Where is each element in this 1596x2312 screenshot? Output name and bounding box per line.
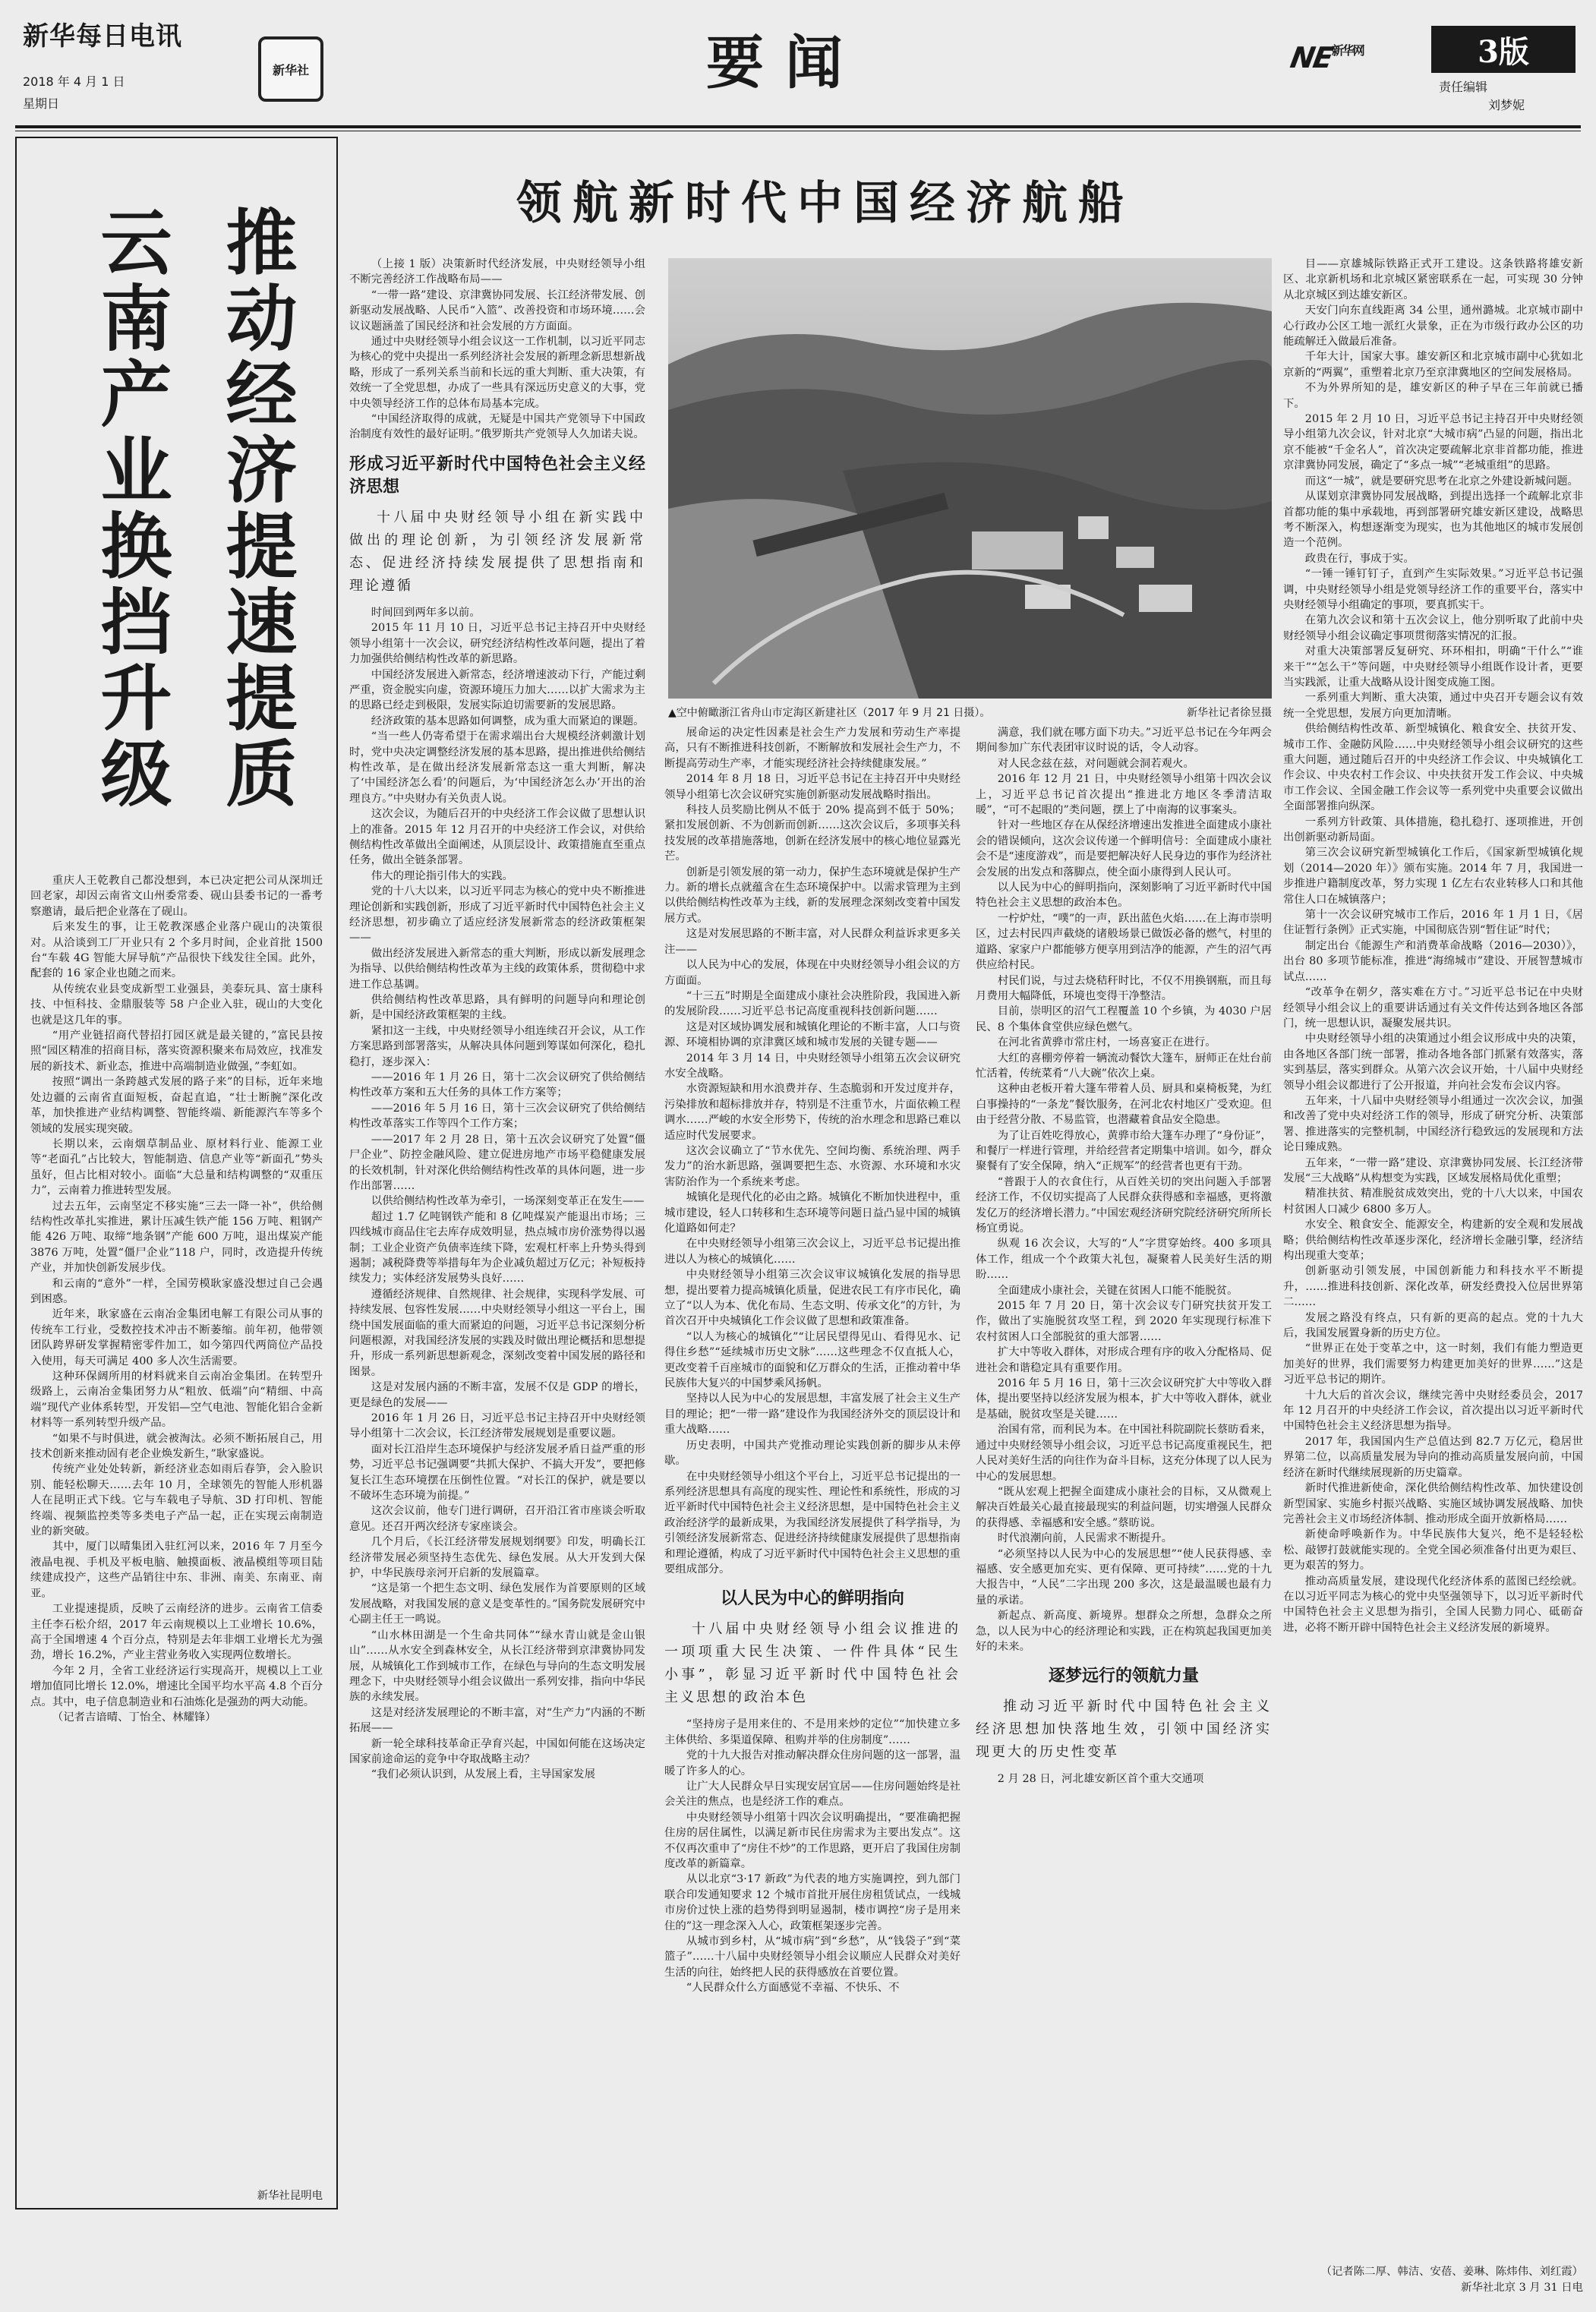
paragraph: 城镇化是现代化的必由之路。城镇化不断加快进程中，重城市建设，轻人口转移和生态环境等问题日益凸显中国的城镇化道路如何走？	[664, 1191, 960, 1235]
paragraph: 治国有常，而利民为本。在中国社科院副院长蔡昉看来，通过中央财经领导小组会议，习近平总书记高度重视民生，把人民对美好生活的向往作为奋斗目标，这充分体现了以人民为中心的发展思想。	[976, 1424, 1272, 1483]
section-subhead: 以人民为中心的鲜明指向	[720, 1589, 904, 1609]
page-number-badge: 3版	[1431, 26, 1575, 73]
news-logo-text: 新华网	[1331, 43, 1364, 58]
paragraph: 一系列方针政策、具体措施，稳扎稳打、逐项推进，开创出创新驱动新局面。	[1283, 815, 1583, 844]
paragraph: 一柠炉灶，“噗”的一声，跃出蓝色火焰……在上海市崇明区，过去村民四声截烧的诸般场景已做饭必备的燃气，村里的道路、家家户户都能够方便享用到洁净的能源，产生的沼气再供应给村民。	[976, 912, 1272, 972]
paragraph: 以供给侧结构性改革为牵引，一场深刻变革正在发生——	[371, 1195, 645, 1208]
paragraph: ——2016 年 5 月 16 日，第十三次会议研究了供给侧结构性改革落实工作等四个工作方案；	[349, 1102, 645, 1131]
paragraph: “当一些人仍寄希望于在需求端出台大规模经济刺激计划时，党中央决定调整经济发展的基本思路，提出推进供给侧结构性改革，是在做出经济发展新常态这一重大判断，解决了‘中国经济怎么看’的问题后，为‘中国经济怎么办’开出的治理良方。”中央财办有关负责人说。	[349, 730, 645, 805]
paragraph: 这种环保阔所用的材料就来自云南冶金集团。在转型升级路上，云南冶金集团努力从“粗放、低端”向“精细、中高端”现代产业体系转型，开发铝—空气电池、智能化铝合金新材料等一系列转型升级产品。	[30, 1370, 323, 1430]
main-story-byline	[1283, 2263, 1583, 2295]
paragraph: ——2016 年 1 月 26 日，第十二次会议研究了供给侧结构性改革方案和五大任务的具体工作方案等；	[349, 1071, 645, 1099]
main-column-2	[664, 725, 960, 1996]
xinhua-logo-icon	[258, 36, 323, 102]
paragraph: “世界正在处于变革之中，这一时刻，我们有能力塑造更加美好的世界，我们需要努力构建更加美好的世界……”这是习近平总书记的期许。	[1283, 1342, 1583, 1386]
paragraph: 在河北省黄骅市常庄村，一场喜宴正在进行。	[997, 1036, 1216, 1049]
left-title-col1: 推动经济提速提质	[213, 205, 297, 812]
paragraph: “十三五”时期是全面建成小康社会决胜阶段，我国进入新的发展阶段……习近平总书记高度重视科技创新问题……	[664, 989, 960, 1018]
paragraph: 党的十八大以来，以习近平同志为核心的党中央不断推进理论创新和实践创新，形成了习近平新时代中国特色社会主义经济思想，初步确立了适应经济发展新常态的经济政策框架——	[349, 885, 645, 945]
paragraph: 这是对经济发展理论的不断丰富，对“生产力”内涵的不断拓展——	[349, 1706, 645, 1735]
paragraph: 新一轮全球科技革命正孕育兴起，中国如何能在这场决定国家前途命运的竞争中夺取战略主动？	[349, 1737, 645, 1765]
paragraph: 经济政策的基本思路如何调整，成为重大而紧迫的课题。	[371, 714, 645, 727]
main-column-3	[976, 725, 1272, 1787]
masthead-left	[23, 15, 235, 121]
paragraph: 以人民为中心的鲜明指向，深刻影响了习近平新时代中国特色社会主义思想的政治本色。	[976, 882, 1272, 910]
paragraph: 按照“调出一条跨越式发展的路子来”的目标，近年来地处边疆的云南省直面短板，奋起直追，“壮士断腕”深化改革，加快推进产业结构调整、智能终端、新能源汽车等多个领域的发展实现突破。	[30, 1076, 323, 1135]
paragraph: 工业提速提质，反映了云南经济的进步。云南省工信委主任李石松介绍，2017 年云南规模以上工业增长 10.6%，高于全国增速 4 个百分点，特别是去年非烟工业增长尤为强劲，增长 16.2%，产业主营业务收入实现两位数增长。	[30, 1603, 323, 1662]
main-story-reporters: （记者陈二厚、韩洁、安蓓、姜琳、陈炜伟、刘红霞）	[1320, 2266, 1583, 2278]
paragraph: 水安全、粮食安全、能源安全，构建新的安全观和发展战略；供给侧结构性改革逐步深化，经济增长金融引擎，经济结构出现重大变革；	[1283, 1219, 1583, 1262]
paragraph: 目前，崇明区的沼气工程覆盖 10 个乡镇，为 4030 户居民、8 个集体食堂供应绿色燃气。	[976, 1005, 1272, 1033]
paragraph: 面对长江沿岸生态环境保护与经济发展矛盾日益严重的形势，习近平总书记强调要“共抓大保护、不搞大开发”，要把修复长江生态环境摆在压倒性位置。“对长江的保护，就是要以不破坏生态环境为前提。”	[349, 1443, 645, 1503]
paragraph: 推动高质量发展，建设现代化经济体系的蓝图已经绘就。在以习近平同志为核心的党中央坚强领导下，以习近平新时代中国特色社会主义思想为指引，全国人民勠力同心、砥砺奋进，必将不断开辟中国特色社会主义经济发展的新境界。	[1283, 1575, 1583, 1634]
paragraph: 通过中央财经领导小组会议这一工作机制，以习近平同志为核心的党中央提出一系列经济社会发展的新理念新思想新战略，形成了一系列关系当前和长远的重大判断、重大决策，有效统一了全党思想，办成了一些具有深远历史意义的大事，党中央领导经济工作的总体布局基本完成。	[349, 336, 645, 410]
paragraph: 今年 2 月，全省工业经济运行实现高开，规模以上工业增加值同比增长 12.0%，增速比全国平均水平高 4.8 个百分点。其中，电子信息制造业和石油炼化是强劲的两大动能。	[30, 1664, 323, 1708]
paragraph: “以人为核心的城镇化”“让居民望得见山、看得见水、记得住乡愁”“延续城市历史文脉”……这些理念不仅直抵人心，更改变着千百座城市的面貌和亿万群众的生活，正推动着中华民族伟大复兴的中国梦乘风扬帆。	[664, 1330, 960, 1390]
paragraph: 后来发生的事，让王乾教深感企业落户砚山的决策很对。从洽谈到工厂开业只有 2 个多月时间，企业首批 1500 台“车载 4G 智能大屏导航”产品很快下线发往全国。此外，配套的 16 家企业也随之而来。	[30, 921, 323, 980]
paragraph: 2016 年 1 月 26 日，习近平总书记主持召开中央财经领导小组第十二次会议，长江经济带发展规划是重要议题。	[349, 1412, 645, 1440]
paragraph: 科技人员奖励比例从不低于 20% 提高到不低于 50%；紧扣发展创新、不为创新而创新……这次会议后，多项事关科技发展的改革措施落地，创新在经济发展中的核心地位显露光芒。	[664, 804, 960, 863]
paragraph: 几个月后，《长江经济带发展规划纲要》印发，明确长江经济带发展必须坚持生态优先、绿色发展。从大开发到大保护，中华民族母亲河开启新的发展篇章。	[349, 1536, 645, 1580]
photo-caption-text: ▲空中俯瞰浙江省舟山市定海区新建社区（2017 年 9 月 21 日摄）。	[668, 707, 991, 719]
paragraph: 制定出台《能源生产和消费革命战略（2016—2030）》，出台 80 多项节能标准，推进“海绵城市”建设、开展智慧城市试点……	[1283, 939, 1583, 983]
section-lead: 推动习近平新时代中国特色社会主义经济思想加快落地生效，引领中国经济实现更大的历史性变革	[976, 1699, 1272, 1761]
news-logo-icon: $NE^{新华网}$	[1288, 41, 1364, 74]
paragraph: 第三次会议研究新型城镇化工作后，《国家新型城镇化规划（2014—2020 年）》颁布实施。2014 年 7 月，我国进一步推进户籍制度改革，努力实现 1 亿左右农业转移人口和其他常住人口在城镇落户；	[1283, 847, 1583, 906]
paragraph: 这次会议，为随后召开的中央经济工作会议做了思想认识上的准备。2015 年 12 月召开的中央经济工作会议，对供给侧结构性改革做出全面阐述，从顶层设计、政策措施直至重点任务，做出全链条部署。	[349, 808, 645, 867]
paragraph: 千年大计，国家大事。雄安新区和北京城市副中心犹如北京新的“两翼”，重塑着北京乃至京津冀地区的空间发展格局。	[1283, 351, 1583, 379]
paragraph: （记者吉谙晴、丁怡全、林耀锋）	[52, 1711, 216, 1724]
left-story-title	[50, 205, 301, 812]
paragraph: “用产业链招商代替招打园区就是最关键的，”富民县按照“园区精准的招商目标，落实资源积聚来布局效应，找准发展的新技术、新业态，推进中高端制造业做强，”李虹如。	[30, 1030, 323, 1073]
paragraph: 扩大中等收入群体，对形成合理有序的收入分配格局、促进社会和谐稳定具有重要作用。	[976, 1346, 1272, 1374]
paragraph: 2015 年 2 月 10 日，习近平总书记主持召开中央财经领导小组第九次会议，针对北京“大城市病”凸显的问题，指出北京不能被“千金名人”，首次决定要疏解北京非首都功能，推进京津冀协同发展，确定了“多点一城”“老城重组”的思路。	[1283, 413, 1583, 472]
paragraph: 这是对发展思路的不断丰富，对人民群众利益诉求更多关注——	[664, 928, 960, 956]
paragraph: 水资源短缺和用水浪费并存、生态脆弱和开发过度并存，污染排放和超标排放并存，特别是不注重节水，片面依赖工程调水……严峻的水安全形势下，传统的治水理念和思路已难以适应时代发展要求。	[664, 1083, 960, 1142]
paragraph: 做出经济发展进入新常态的重大判断，形成以新发展理念为指导、以供给侧结构性改革为主线的政策体系，贯彻稳中求进工作总基调。	[349, 947, 645, 991]
paragraph: 2016 年 12 月 21 日，中央财经领导小组第十四次会议上，习近平总书记首次提出“推进北方地区冬季清洁取暖”，“可不起眼的”类问题，摆上了中南海的议事案头。	[976, 773, 1272, 817]
paragraph: 长期以来，云南烟草制品业、原材料行业、能源工业等“老面孔”占比较大，智能制造、信息产业等“新面孔”势头虽好，但占比相对较小。面临“大总量和结构调整的“双重压力”，云南着力推进转型发展。	[30, 1137, 323, 1197]
paragraph: 从传统农业县变成新型工业强县，美泰玩具、富士康科技、中恒科技、金鼎服装等 58 户企业入驻，砚山的大变化也就是这几年的事。	[30, 983, 323, 1027]
paragraph: 展命运的决定性因素是社会生产力发展和劳动生产率提高，只有不断推进科技创新，不断解放和发展社会生产力，不断提高劳动生产率，才能实现经济社会持续健康发展。”	[664, 727, 960, 770]
section-subhead: 逐梦远行的领航力量	[1048, 1667, 1199, 1686]
paragraph: 不为外界所知的是，雄安新区的种子早在三年前就已播下。	[1283, 382, 1583, 410]
paragraph: 超过 1.7 亿吨钢铁产能和 8 亿吨煤炭产能退出市场；三四线城市商品住宅去库存成效明显，热点城市房价涨势得以遏制；工业企业资产负债率连续下降，宏观杠杆率上升势头得到遏制；减税降费等举措每年为企业减负超过万亿元；补短板持续发力；实体经济发展势头良好……	[349, 1210, 645, 1285]
paragraph: 中央财经领导小组第三次会议审议城镇化发展的指导思想，提出要着力提高城镇化质量，促进农民工有序市民化，确立了“以人为本、优化布局、生态文明、传承文化”的方针，为首次召开中央城镇化工作会议做了思想和政策准备。	[664, 1269, 960, 1328]
paragraph: 中央财经领导小组第十四次会议明确提出，“要准确把握住房的居住属性，以满足新市民住房需求为主要出发点”。这不仅再次重申了“房住不炒”的工作思路，更开启了我国住房制度改革的新篇章。	[664, 1811, 960, 1870]
paragraph: 时代浪潮向前，人民需求不断提升。	[997, 1532, 1173, 1545]
paragraph: 历史表明，中国共产党推动理论实践创新的脚步从未停歇。	[664, 1439, 960, 1468]
left-story-byline: 新华社昆明电	[257, 2190, 323, 2202]
paragraph: 供给侧结构性改革、新型城镇化、粮食安全、扶贫开发、城市工作、金融防风险……中央财经领导小组会议研究的这些重大问题，通过随后召开的中央经济工作会议、中央城镇化工作会议、中央农村工作会议、中央扶贫开发工作会议、中央城市工作会议、全国金融工作会议等一系列党中央重要会议做出全面部署推向纵深。	[1283, 723, 1583, 813]
paragraph: “山水林田湖是一个生命共同体”“绿水青山就是金山银山”……从水安全到森林安全，从长江经济带到京津冀协同发展，从城镇化工作到城市工作，在绿色与导向的生态文明发展理念下，中央财经领导小组会议做出一系列安排，指向中华民族的永续发展。	[349, 1629, 645, 1704]
paragraph: 全面建成小康社会，关键在贫困人口能不能脱贫。	[997, 1284, 1238, 1297]
paragraph: 中国经济发展进入新常态，经济增速波动下行，产能过剩严重，资金脱实向虚，资源环境压力加大……以扩大需求为主的思路已经走到极限，发展实际迫切需要新的发展思路。	[349, 668, 645, 712]
section-lead: 十八届中央财经领导小组会议推进的一项项重大民生决策、一件件具体“民生小事”，彰显习近平新时代中国特色社会主义思想的政治本色	[664, 1621, 960, 1706]
paragraph: 大红的喜棚旁停着一辆流动餐饮大篷车，厨师正在灶台前忙活着，传统菜肴“八大碗”依次上桌。	[976, 1052, 1272, 1080]
paragraph: 紧扣这一主线，中央财经领导小组连续召开会议，从工作方案思路到部署落实，从解决具体问题到筹谋如何深化，稳扎稳打，逐步深入：	[349, 1024, 645, 1068]
paragraph: 对人民念兹在兹，对问题就会洞若观火。	[997, 757, 1194, 770]
paragraph: 2015 年 7 月 20 日，第十次会议专门研究扶贫开发工作，做出了实施脱贫攻坚工程，到 2020 年实现现行标准下农村贫困人口全部脱贫的重大部署……	[976, 1300, 1272, 1343]
paragraph: 在中央财经领导小组这个平台上，习近平总书记提出的一系列经济思想具有高度的现实性、理论性和系统性，形成的习近平新时代中国特色社会主义经济思想，是中国特色社会主义政治经济学的最新成果，为我国经济发展提供了科学指导，为引领经济发展新常态、促进经济持续健康发展提供了思想指南和理论遵循，构成了习近平新时代中国特色社会主义思想的重要组成部分。	[664, 1470, 960, 1576]
paragraph: 传统产业处处转新，新经济业态如雨后春笋，会入脸识别、能轻松聊天……去年 10 月，全球领先的智能人形机器人在昆明正式下线。它与车载电子导航、3D 打印机、智能终端、视频监控类等多类电子产品一起，正在实现云南制造业的新突破。	[30, 1463, 323, 1538]
paragraph: 从城市到乡村，从“城市病”到“乡愁”，从“钱袋子”到“菜篮子”……十八届中央财经领导小组会议顺应人民群众对美好生活的向往，始终把人民的获得感放在首要位置。	[664, 1935, 960, 1979]
paragraph: “既从宏观上把握全面建成小康社会的目标，又从微观上解决百姓最关心最直接最现实的利益问题，切实增强人民群众的获得感、幸福感和安全感。”蔡昉说。	[976, 1485, 1272, 1529]
main-story-dateline: 新华社北京 3 月 31 日电	[1461, 2282, 1583, 2294]
paragraph: “如果不与时俱进，就会被淘汰。必须不断拓展自己，用技术创新来推动固有老企业焕发新生，”耿家盛说。	[30, 1432, 323, 1461]
paragraph: 发展之路没有终点，只有新的更高的起点。党的十九大后，我国发展置身新的历史方位。	[1283, 1311, 1583, 1340]
paragraph: 创新驱动引领发展，中国创新能力和科技水平不断提升，……推进科技创新、深化改革，研发经费投入位居世界第二……	[1283, 1265, 1583, 1309]
paragraph: 村民们说，与过去烧秸秆时比，不仅不用换钢瓶，而且每月费用大幅降低，环境也变得干净整洁。	[976, 974, 1272, 1002]
paragraph: 伟大的理论指引伟大的实践。	[371, 869, 513, 882]
photo-caption	[668, 705, 1272, 720]
editor-role: 责任编辑	[1439, 80, 1488, 94]
paragraph: 新使命呼唤新作为。中华民族伟大复兴，绝不是轻轻松松、敲锣打鼓就能实现的。全党全国必须准备付出更为艰巨、更为艰苦的努力。	[1283, 1528, 1583, 1572]
paragraph: “普跟于人的衣食住行，从百姓关切的突出问题入手部署经济工作，不仅切实提高了人民群众获得感和幸福感，更将激发亿万的经济增长潜力。”中国宏观经济研究院经济研究所所长杨宜勇说。	[976, 1175, 1272, 1235]
main-column-4	[1283, 257, 1583, 1635]
masthead-rule	[15, 125, 1581, 128]
paragraph: 满意，我们就在哪方面下功夫。”习近平总书记在今年两会期间参加广东代表团审议时说的话，令人动容。	[976, 727, 1272, 755]
paragraph: 五年来，十八届中央财经领导小组通过一次次会议，加强和改善了党中央对经济工作的领导，形成了研究分析、决策部署、推进落实的完整机制，中国经济行稳致远的发展现和方法论日臻成熟。	[1283, 1094, 1583, 1154]
paragraph: 从以北京“3·17 新政”为代表的地方实施调控，到九部门联合印发通知要求 12 个城市首批开展住房租赁试点，一线城市房价过快上涨的趋势得到明显遏制，楼市调控“房子是用来住的”这一理念深入人心，政策框架逐步完善。	[664, 1873, 960, 1932]
paragraph: 和云南的“意外”一样，全国劳模耿家盛没想过自己会遇到困惑。	[30, 1277, 323, 1305]
paragraph: 其中，厦门以晴集团入驻红河以来，2016 年 7 月至今液晶电视、手机及平板电脑、触摸面板、液晶模组等项目陆续建成投产，这些产品销往中东、非洲、南美、东南亚、南亚。	[30, 1541, 323, 1600]
issue-weekday: 星期日	[23, 96, 60, 111]
paragraph: 党的十九大报告对推动解决群众住房问题的这一部署，温暖了许多人的心。	[664, 1749, 960, 1777]
left-title-col2: 云南产业换挡升级	[88, 205, 172, 812]
paragraph: 新起点、新高度、新境界。想群众之所想，急群众之所急，以人民为中心的经济理论和实践，正在构筑起我国更加美好的未来。	[976, 1610, 1272, 1653]
paragraph: ——2017 年 2 月 28 日，第十五次会议研究了处置“僵尸企业”、防控金融风险、建立促进房地产市场平稳健康发展的长效机制，针对深化供给侧结构性改革的具体问题，进一步作出部署……	[349, 1133, 645, 1192]
paragraph: 针对一些地区存在从保经济增速出发推进全面建成小康社会的错误倾向，这次会议传递一个鲜明信号：全面建成小康社会不是“速度游戏”，而是要把解决好人民身边的事作为经济社会发展的出发点和落脚点，使全面小康得到人民认可。	[976, 819, 1272, 878]
aerial-photo	[668, 258, 1272, 699]
paragraph: 供给侧结构性改革思路，具有鲜明的问题导向和理论创新，是中国经济政策框架的主线。	[349, 994, 645, 1022]
left-story-body	[30, 873, 323, 1725]
paragraph: 这次会议前，他专门进行调研，召开沿江省市座谈会听取意见。还召开两次经济专家座谈会。	[349, 1505, 645, 1533]
main-column-1	[349, 257, 645, 1783]
paragraph: 这是对区域协调发展和城镇化理论的不断丰富，人口与资源、环境相协调的京津冀区域和城市发展的关键专题——	[664, 1020, 960, 1049]
paragraph: 创新是引领发展的第一动力，保护生态环境就是保护生产力。新的增长点就蕴含在生态环境保护中。以需求管理为主到以供给侧结构性改革为主线，新的发展理念深刻改变着中国发展方式。	[664, 866, 960, 925]
paragraph: 十九大后的首次会议，继续完善中央财经委员会，2017 年 12 月召开的中央经济工作会议，首次提出以习近平新时代中国特色社会主义经济思想为指导。	[1283, 1389, 1583, 1433]
paragraph: “坚持房子是用来住的、不是用来炒的定位”“加快建立多主体供给、多渠道保障、租购并举的住房制度”……	[664, 1718, 960, 1746]
paragraph: 2015 年 11 月 10 日，习近平总书记主持召开中央财经领导小组第十一次会议，研究经济结构性改革问题，提出了着力加强供给侧结构性改革的新思路。	[349, 622, 645, 666]
section-lead: 十八届中央财经领导小组在新实践中做出的理论创新，为引领经济发展新常态、促进经济持续发展提供了思想指南和理论遵循	[349, 509, 645, 594]
paragraph: 时间回到两年多以前。	[371, 606, 481, 619]
paragraph: 这种由老板开着大篷车带着人员、厨具和桌椅板凳，为红白事操持的“一条龙”餐饮服务，在河北农村地区广受欢迎。但由于经营分散、不易监管，也潜藏着食品安全隐患。	[976, 1083, 1272, 1127]
paragraph: 政贵在行，事成于实。	[1304, 552, 1415, 565]
paragraph: “中国经济取得的成就，无疑是中国共产党领导下中国政治制度有效性的最好证明。”俄罗斯共产党领导人久加诺夫说。	[349, 413, 645, 441]
photo-credit: 新华社记者徐昱摄	[1187, 707, 1272, 719]
paragraph: 一系列重大判断、重大决策，通过中央召开专题会议有效统一全党思想，发展方向更加清晰。	[1283, 692, 1583, 720]
issue-date: 2018 年 4 月 1 日	[23, 74, 125, 89]
paragraph: 2 月 28 日，河北雄安新区首个重大交通项	[997, 1773, 1204, 1786]
main-headline: 领航新时代中国经济航船	[516, 177, 1134, 230]
paragraph: 重庆人王乾教自己都没想到，本已决定把公司从深圳迁回老家，却因云南省文山州委常委、砚山县委书记的一番考察邀请，最后把企业落在了砚山。	[30, 875, 323, 918]
paragraph: 这是对发展内涵的不断丰富，发展不仅是 GDP 的增长，更是绿色的发展——	[349, 1381, 645, 1409]
aerial-photo-image	[668, 258, 1272, 699]
paragraph: 2017 年，我国国内生产总值达到 82.7 万亿元，稳居世界第二位，以高质量发展为导向的推动高质量发展向前，中国经济在新时代继续展现新的历史篇章。	[1283, 1435, 1583, 1479]
paragraph: 为了让百姓吃得放心，黄骅市给大篷车办理了“身份证”，和餐厅一样进行管理，并给经营者定期集中培训。如今，群众聚餐有了安全保障，纳入“正规军”的经营者也更有干劲。	[976, 1129, 1272, 1173]
paper-name: 新华每日电讯	[23, 21, 182, 52]
paragraph: “必须坚持以人民为中心的发展思想”“使人民获得感、幸福感、安全感更加充实、更有保障、更可持续”……党的十九大报告中，“人民”二字出现 200 多次，这是最温暖也最有力量的承诺。	[976, 1547, 1272, 1607]
paragraph: 在第九次会议和第十五次会议上，他分别听取了此前中央财经领导小组会议确定事项贯彻落实情况的汇报。	[1283, 614, 1583, 642]
paragraph: 2014 年 8 月 18 日，习近平总书记在主持召开中央财经领导小组第七次会议研究实施创新驱动发展战略时指出。	[664, 773, 960, 801]
paragraph: 精准扶贫、精准脱贫成效突出，党的十八大以来，中国农村贫困人口减少 6800 多万人。	[1283, 1188, 1583, 1216]
paragraph: 从谋划京津冀协同发展战略，到提出选择一个疏解北京非首都功能的集中承载地，再到部署研究雄安新区建设，战略思考不断深入，构想逐渐变为现实，也为其他地区的城市发展创造一个范例。	[1283, 490, 1583, 550]
paragraph: “一带一路”建设、京津冀协同发展、长江经济带发展、创新驱动发展战略、人民币“入篮”、改善投资和市场环境……会议议题涵盖了国民经济和社会发展的方方面面。	[349, 289, 645, 333]
paragraph: “改革争在朝夕，落实难在方寸。”习近平总书记在中央财经领导小组会议上的重要讲话通过有关文件传达到各地区各部门，统一思想认识，凝聚发展共识。	[1283, 986, 1583, 1030]
paragraph: 新时代推进新使命，深化供给侧结构性改革、加快建设创新型国家、实施乡村振兴战略、实施区域协调发展战略、加快完善社会主义市场经济体制、推动形成全面开放新格局……	[1283, 1482, 1583, 1525]
paragraph: （上接 1 版）决策新时代经济发展，中央财经领导小组不断完善经济工作战略布局——	[349, 258, 645, 286]
section-subhead: 形成习近平新时代中国特色社会主义经济思想	[349, 454, 645, 497]
paragraph: 以人民为中心的发展，体现在中央财经领导小组会议的方方面面。	[664, 959, 960, 987]
paragraph: “我们必须认识到，从发展上看，主导国家发展	[371, 1768, 595, 1781]
paragraph: “一锤一锤钉钉子，直到产生实际效果。”习近平总书记强调，中央财经领导小组是党领导经济工作的重要平台，落实中央财经领导小组确定的事项，要真抓实干。	[1283, 568, 1583, 611]
paragraph: 目——京雄城际铁路正式开工建设。这条铁路将雄安新区、北京新机场和北京城区紧密联系在一起，可实现 30 分钟从北京城区到达雄安新区。	[1283, 258, 1583, 301]
paragraph: 遵循经济规律、自然规律、社会规律，实现科学发展、可持续发展、包容性发展……中央财经领导小组这一平台上，围绕中国发展面临的重大而紧迫的问题，习近平总书记深刻分析问题根源，对我国经济发展的实践及时做出理论概括和思想提升，形成一系列新思想新观念，深刻改变着中国发展的路径和图景。	[349, 1288, 645, 1378]
section-title: 要闻	[706, 29, 864, 96]
paragraph: 2014 年 3 月 14 日，中央财经领导小组第五次会议研究水安全战略。	[664, 1052, 960, 1080]
paragraph: 2016 年 5 月 16 日，第十三次会议研究扩大中等收入群体，提出要坚持以经济发展为根本，扩大中等收入群体，就业是基础，脱贫攻坚是关键……	[976, 1377, 1272, 1421]
paragraph: “人民群众什么方面感觉不幸福、不快乐、不	[686, 1982, 900, 1995]
paragraph: 五年来，“一带一路”建设、京津冀协同发展、长江经济带发展“三大战略”从构想变为实践，区域发展格局优化重塑；	[1283, 1156, 1583, 1184]
paragraph: 让广大人民群众早日实现安居宜居——住房问题始终是社会关注的焦点，也是经济工作的难点。	[664, 1780, 960, 1809]
paragraph: 中央财经领导小组的决策通过小组会议形成中央的决策，由各地区各部门统一部署，推动各地各部门抓紧有效落实，落实到基层，落实到群众。从第六次会议开始，十八届中央财经领导小组会议都进行了公开报道，并向社会发布会议内容。	[1283, 1033, 1583, 1092]
xinhua-logo-text: 新华社	[272, 62, 309, 77]
paragraph: 在中央财经领导小组第三次会议上，习近平总书记提出推进以人为核心的城镇化……	[664, 1238, 960, 1266]
editor-name: 刘梦妮	[1488, 98, 1525, 112]
paragraph: 过去五年，云南坚定不移实施“三去一降一补”，供给侧结构性改革扎实推进，累计压减生铁产能 156 万吨、粗钢产能 426 万吨、取缔“地条钢”产能 600 万吨，退出煤炭产能 3876 万吨，处置“僵尸企业”118 户，同时，改造提升传统产业，并加快创新发展步伐。	[30, 1200, 323, 1275]
paragraph: 第十一次会议研究城市工作后，2016 年 1 月 1 日，《居住证暂行条例》正式实施，中国彻底告别“暂住证”时代；	[1283, 909, 1583, 937]
paragraph: 而这“一城”，就是要研究思考在北京之外建设新城问题。	[1304, 475, 1579, 487]
paragraph: 纵观 16 次会议，大写的“人”字贯穿始终。400 多项具体工作，组成一个个政策大礼包，凝聚着人民美好生活的期盼……	[976, 1238, 1272, 1282]
paragraph: 近年来，耿家盛在云南冶金集团电解工有限公司从事的传统车工行业，受数控技术冲击不断萎缩。前年初，他带领团队跨界研发掌握精密零件加工，如今第四代两筒位产品投入使用，每天可满足 400 多人次生活需要。	[30, 1308, 323, 1367]
paragraph: 对重大决策部署反复研究、环环相扣，明确“干什么”“谁来干”“怎么干”等问题，中央财经领导小组既作设计者，更要当实践派，让重大战略从设计图变成施工图。	[1283, 645, 1583, 689]
paragraph: 天安门向东直线距离 34 公里，通州潞城。北京城市副中心行政办公区工地一派红火景象，正在为市级行政办公区的功能疏解迁入做最后准备。	[1283, 304, 1583, 349]
paragraph: “这是第一个把生态文明、绿色发展作为首要原则的区域发展战略，对我国发展的意义是变革性的。”国务院发展研究中心副主任王一鸣说。	[349, 1582, 645, 1626]
paragraph: 这次会议确立了“节水优先、空间均衡、系统治理、两手发力”的治水新思路，强调要把生态、水资源、水环境和水灾害防治作为一个系统来考虑。	[664, 1144, 960, 1188]
paragraph: 坚持以人民为中心的发展思想，丰富发展了社会主义生产目的理论；把“一带一路”建设作为我国经济外交的顶层设计和重大战略……	[664, 1393, 960, 1437]
